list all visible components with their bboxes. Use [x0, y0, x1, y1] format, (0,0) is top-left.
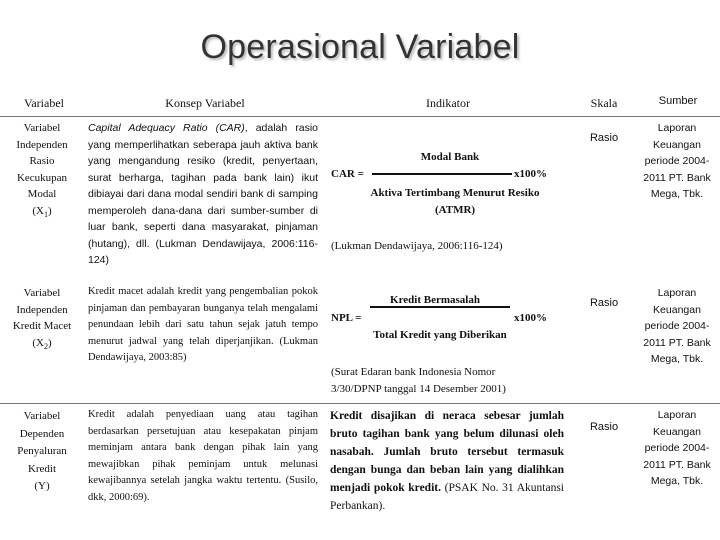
- car-source: (Lukman Dendawijaya, 2006:116-124): [331, 240, 503, 252]
- page-title: Operasional Variabel: [200, 28, 520, 66]
- row1-skala: Rasio: [589, 132, 619, 144]
- row3-konsep: Kredit adalah penyediaan uang atau tagihan berdasarkan persetujuan atau kesepakatan pinjam meminjam antara bank dengan pihak lain yang mewajibkan pihak peminjam untuk melunasi kewajibannya setelah jangka waktu tertentu. (Susilo, dkk, 2000:69).: [88, 409, 318, 503]
- row2-variabel: Variabel Independen Kredit Macet $(X_2)$: [12, 287, 72, 351]
- car-fraction-line: [372, 173, 512, 175]
- row1-konsep: Capital Adequacy Ratio (CAR), adalah rasio yang memperlihatkan seberapa jauh aktiva bank yang mengandung resiko (kredit, penyertaan, surat berharga, tagihan pada bank lain) ikut dibiayai dari dana modal sendiri bank di samping memperoleh dana-dana dari sumber-sumber di luar bank, seperti dana masyarakat, pinjaman (hutang), dll. (Lukman Dendawijaya, 2006:116-124): [88, 122, 319, 266]
- car-multiplier: x100%: [514, 168, 547, 180]
- header-sumber: Sumber: [658, 95, 698, 107]
- table-divider: [0, 116, 720, 117]
- npl-lhs: NPL =: [331, 312, 362, 324]
- npl-source: (Surat Edaran bank Indonesia Nomor 3/30/DPNP tanggal 14 Desember 2001): [331, 366, 506, 395]
- header-konsep: Konsep Variabel: [165, 96, 245, 110]
- car-denominator: Aktiva Tertimbang Menurut Resiko (ATMR): [370, 187, 540, 216]
- npl-multiplier: x100%: [514, 312, 547, 324]
- row1-variabel: Variabel Independen Rasio Kecukupan Modal $(X_1)$: [16, 122, 68, 219]
- npl-numerator: Kredit Bermasalah: [390, 294, 480, 306]
- row3-indikator: Kredit disajikan di neraca sebesar jumlah bruto tagihan bank yang belum dilunasi oleh nasabah. Jumlah bruto tersebut termasuk dengan bunga dan beban lain yang dialihkan menjadi pokok kredit. (PSAK No. 31 Akuntansi Perbankan).: [330, 410, 564, 512]
- npl-fraction-line: [370, 306, 510, 308]
- row2-skala: Rasio: [589, 297, 619, 309]
- npl-denominator: Total Kredit yang Diberikan: [373, 329, 507, 341]
- table-divider: [0, 403, 720, 404]
- car-numerator: Modal Bank: [420, 151, 480, 163]
- header-indikator: Indikator: [426, 96, 470, 110]
- header-skala: Skala: [590, 96, 618, 110]
- row3-variabel: Variabel Dependen Penyaluran Kredit (Y): [17, 410, 67, 492]
- row3-sumber: Laporan Keuangan periode 2004- 2011 PT. Bank Mega, Tbk.: [643, 409, 711, 487]
- header-variabel: Variabel: [24, 96, 64, 110]
- row3-skala: Rasio: [589, 421, 619, 433]
- row2-konsep: Kredit macet adalah kredit yang pengembalian pokok pinjaman dan pembayaran bunganya telah mengalami penundaan lebih dari satu tahun sejak jatuh tempo menurut jadwal yang telah diperjanjikan. (Lukman Dendawijaya, 2003:85): [88, 286, 318, 363]
- car-lhs: CAR =: [331, 168, 364, 180]
- row1-sumber: Laporan Keuangan periode 2004- 2011 PT. Bank Mega, Tbk.: [643, 122, 711, 200]
- row2-sumber: Laporan Keuangan periode 2004- 2011 PT. Bank Mega, Tbk.: [643, 287, 711, 365]
